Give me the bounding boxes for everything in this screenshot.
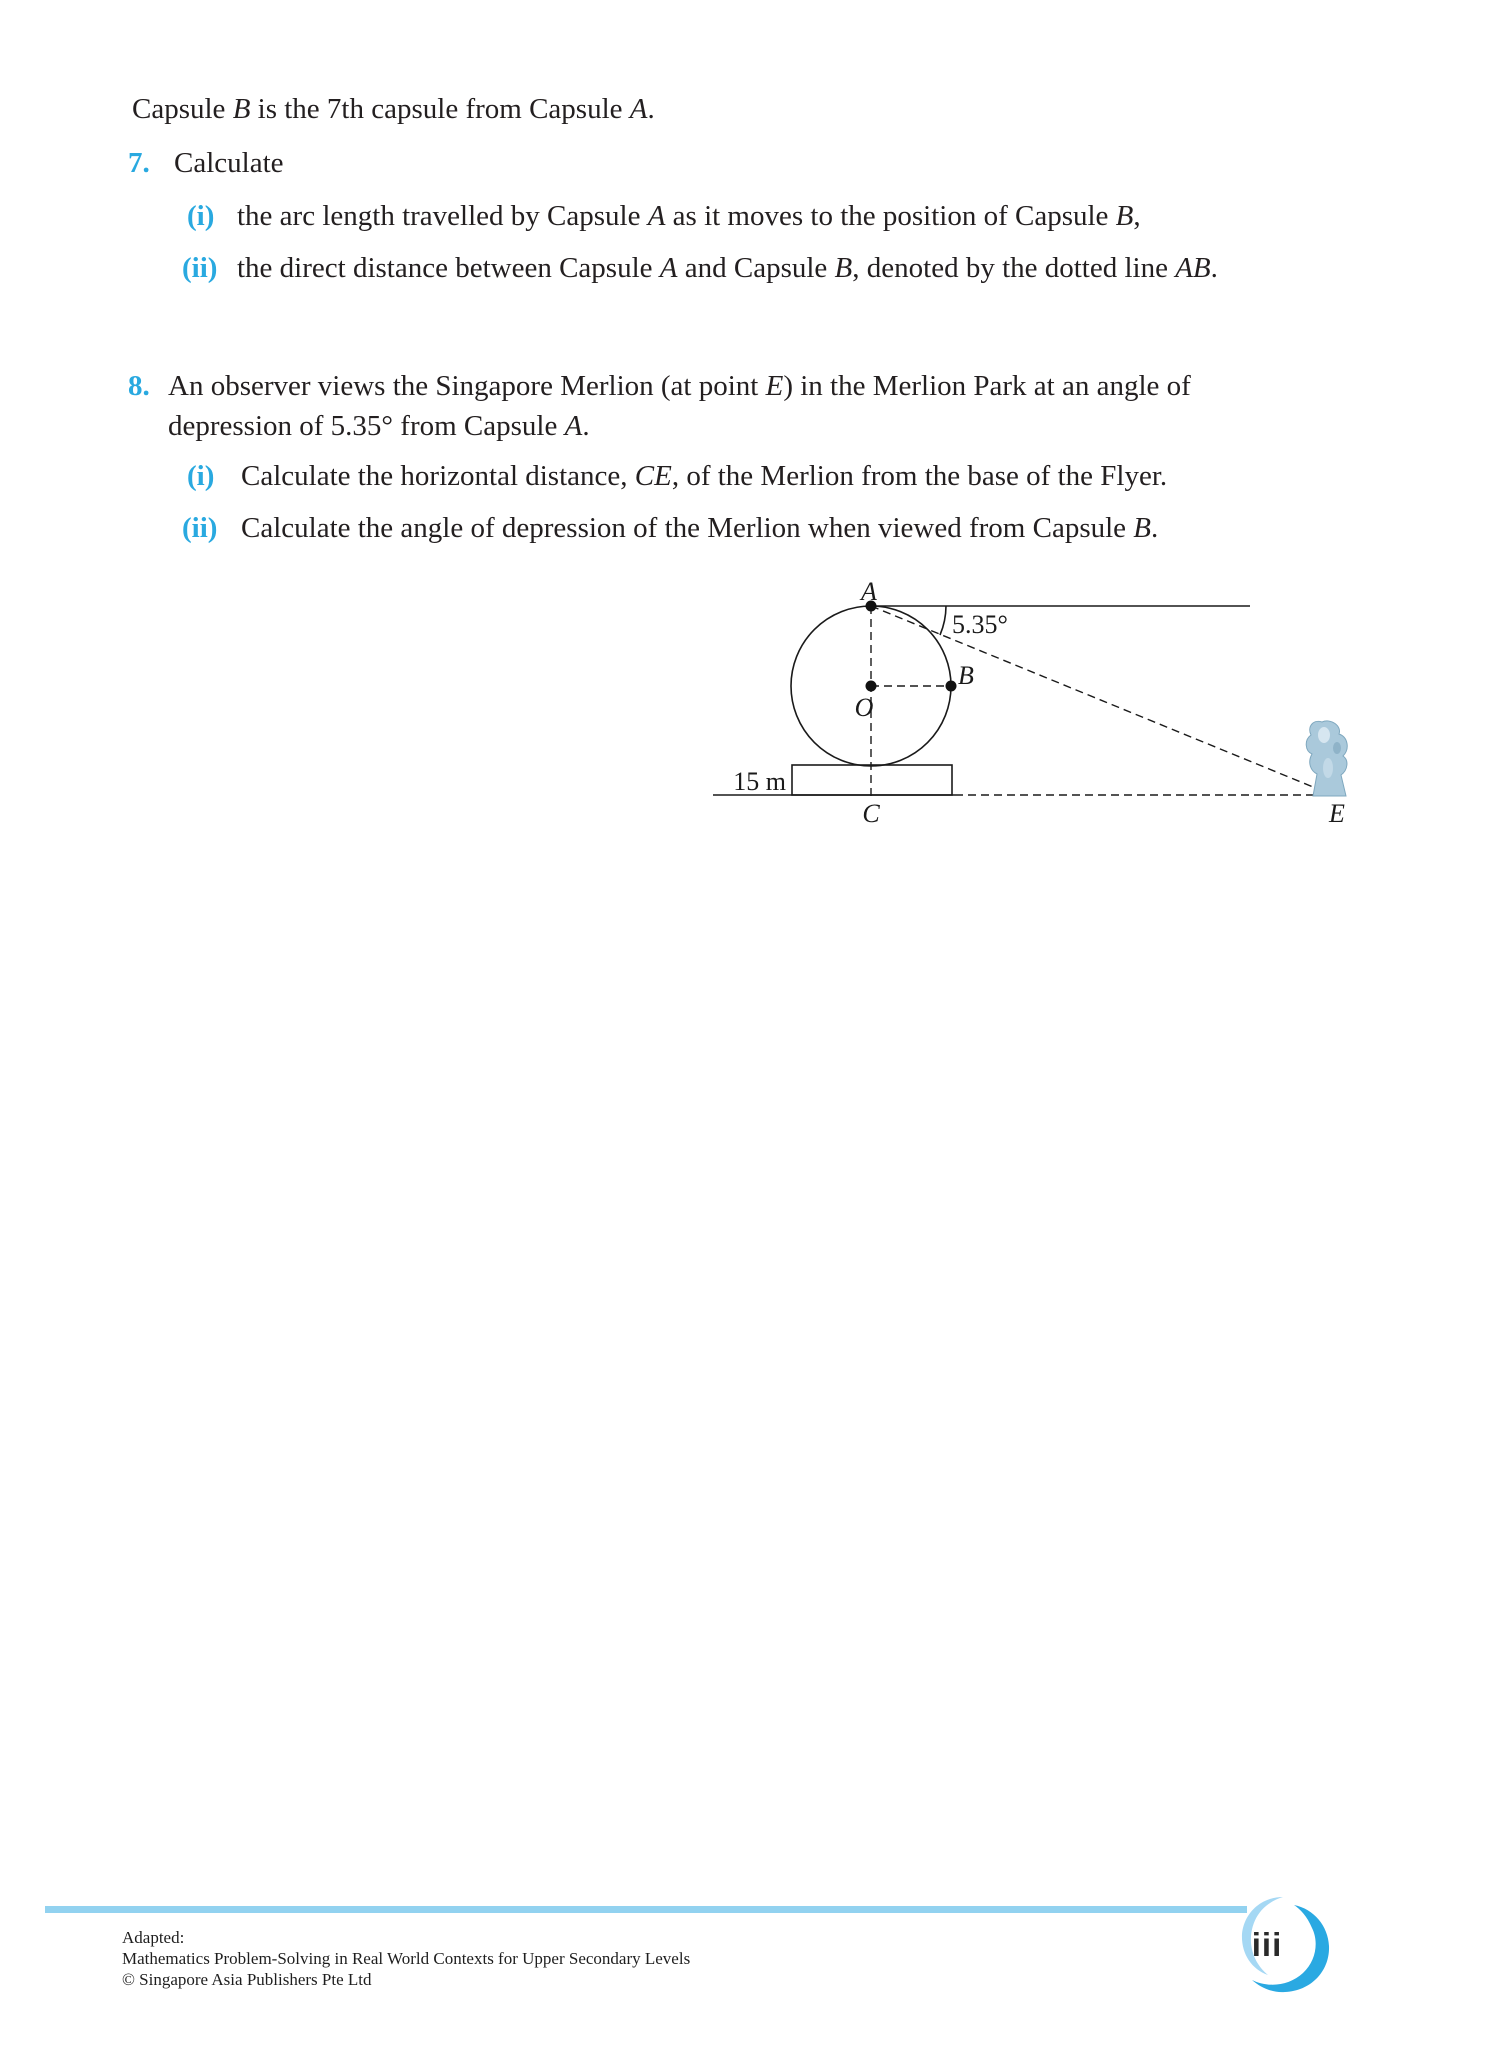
item-8ii-text — [241, 511, 1158, 545]
footer-adapted-line: Adapted: — [122, 1928, 185, 1947]
footer-copyright-line: © Singapore Asia Publishers Pte Ltd — [122, 1970, 372, 1989]
item-7i-number: (i) — [187, 200, 215, 232]
point-b-ref: B — [232, 93, 251, 125]
item-8i-text — [241, 459, 1167, 493]
merlion-highlight — [1323, 758, 1333, 778]
item-8i-seg: , of the Merlion from the base of the Flyer. — [671, 460, 1168, 492]
q8-seg: depression of 5.35° from Capsule — [168, 410, 565, 442]
intro-text: Capsule — [132, 93, 233, 125]
point-a-label: A — [861, 577, 877, 606]
point-a-ref: A — [629, 93, 648, 125]
question-8-line2 — [168, 409, 590, 443]
item-7i-text — [237, 199, 1141, 233]
point-e-ref: E — [765, 370, 784, 402]
point-b-ref: B — [834, 252, 853, 284]
q8-seg: An observer views the Singapore Merlion (at point — [168, 370, 766, 402]
merlion-highlight — [1318, 727, 1330, 743]
line-ce-ref: CE — [634, 460, 672, 492]
point-e-label: E — [1329, 799, 1345, 828]
point-a-ref: A — [647, 200, 666, 232]
q8-seg: . — [582, 410, 590, 442]
point-b-dot — [946, 681, 957, 692]
item-8ii-number: (ii) — [182, 512, 218, 544]
merlion-shadow — [1333, 742, 1341, 754]
intro-text: is the 7th capsule from Capsule — [250, 93, 630, 125]
flyer-base-rect — [792, 765, 952, 795]
point-o-dot — [866, 681, 877, 692]
question-7-number: 7. — [128, 147, 150, 179]
sight-line-ae — [871, 606, 1318, 789]
page-number: iii — [1251, 1926, 1283, 1963]
item-7ii-seg: the direct distance between Capsule — [237, 252, 660, 284]
point-a-ref: A — [564, 410, 583, 442]
point-c-label: C — [862, 799, 880, 828]
line-ab-ref: AB — [1175, 252, 1211, 284]
footer-rule — [45, 1906, 1247, 1913]
item-8ii-seg: Calculate the angle of depression of the Merlion when viewed from Capsule — [241, 512, 1134, 544]
point-b-label: B — [958, 661, 974, 690]
item-7ii-seg: . — [1210, 252, 1218, 284]
base-height-label: 15 m — [733, 767, 786, 796]
item-7ii-text — [237, 251, 1218, 285]
intro-text: . — [647, 93, 655, 125]
item-7i-seg: as it moves to the position of Capsule — [665, 200, 1116, 232]
flyer-merlion-diagram — [600, 570, 1380, 840]
item-7i-seg: , — [1133, 200, 1141, 232]
item-8i-seg: Calculate the horizontal distance, — [241, 460, 635, 492]
publisher-logo — [1237, 1894, 1359, 2002]
point-b-ref: B — [1115, 200, 1134, 232]
point-a-ref: A — [659, 252, 678, 284]
item-7ii-number: (ii) — [182, 252, 218, 284]
angle-arc — [940, 606, 946, 635]
item-7ii-seg: , denoted by the dotted line — [852, 252, 1176, 284]
angle-label: 5.35° — [952, 610, 1008, 639]
point-b-ref: B — [1133, 512, 1152, 544]
footer-source-line: Mathematics Problem-Solving in Real World Contexts for Upper Secondary Levels — [122, 1949, 691, 1968]
item-7i-seg: the arc length travelled by Capsule — [237, 200, 648, 232]
footer-credit — [122, 1927, 690, 1990]
question-8-number: 8. — [128, 370, 150, 402]
q8-seg: ) in the Merlion Park at an angle of — [783, 370, 1191, 402]
intro-line — [132, 92, 655, 126]
question-7-label: Calculate — [174, 147, 284, 179]
point-o-label: O — [854, 693, 874, 722]
question-8-line1 — [168, 369, 1191, 403]
item-7ii-seg: and Capsule — [677, 252, 835, 284]
item-8i-number: (i) — [187, 460, 215, 492]
merlion-illustration — [1306, 721, 1347, 796]
item-8ii-seg: . — [1151, 512, 1159, 544]
